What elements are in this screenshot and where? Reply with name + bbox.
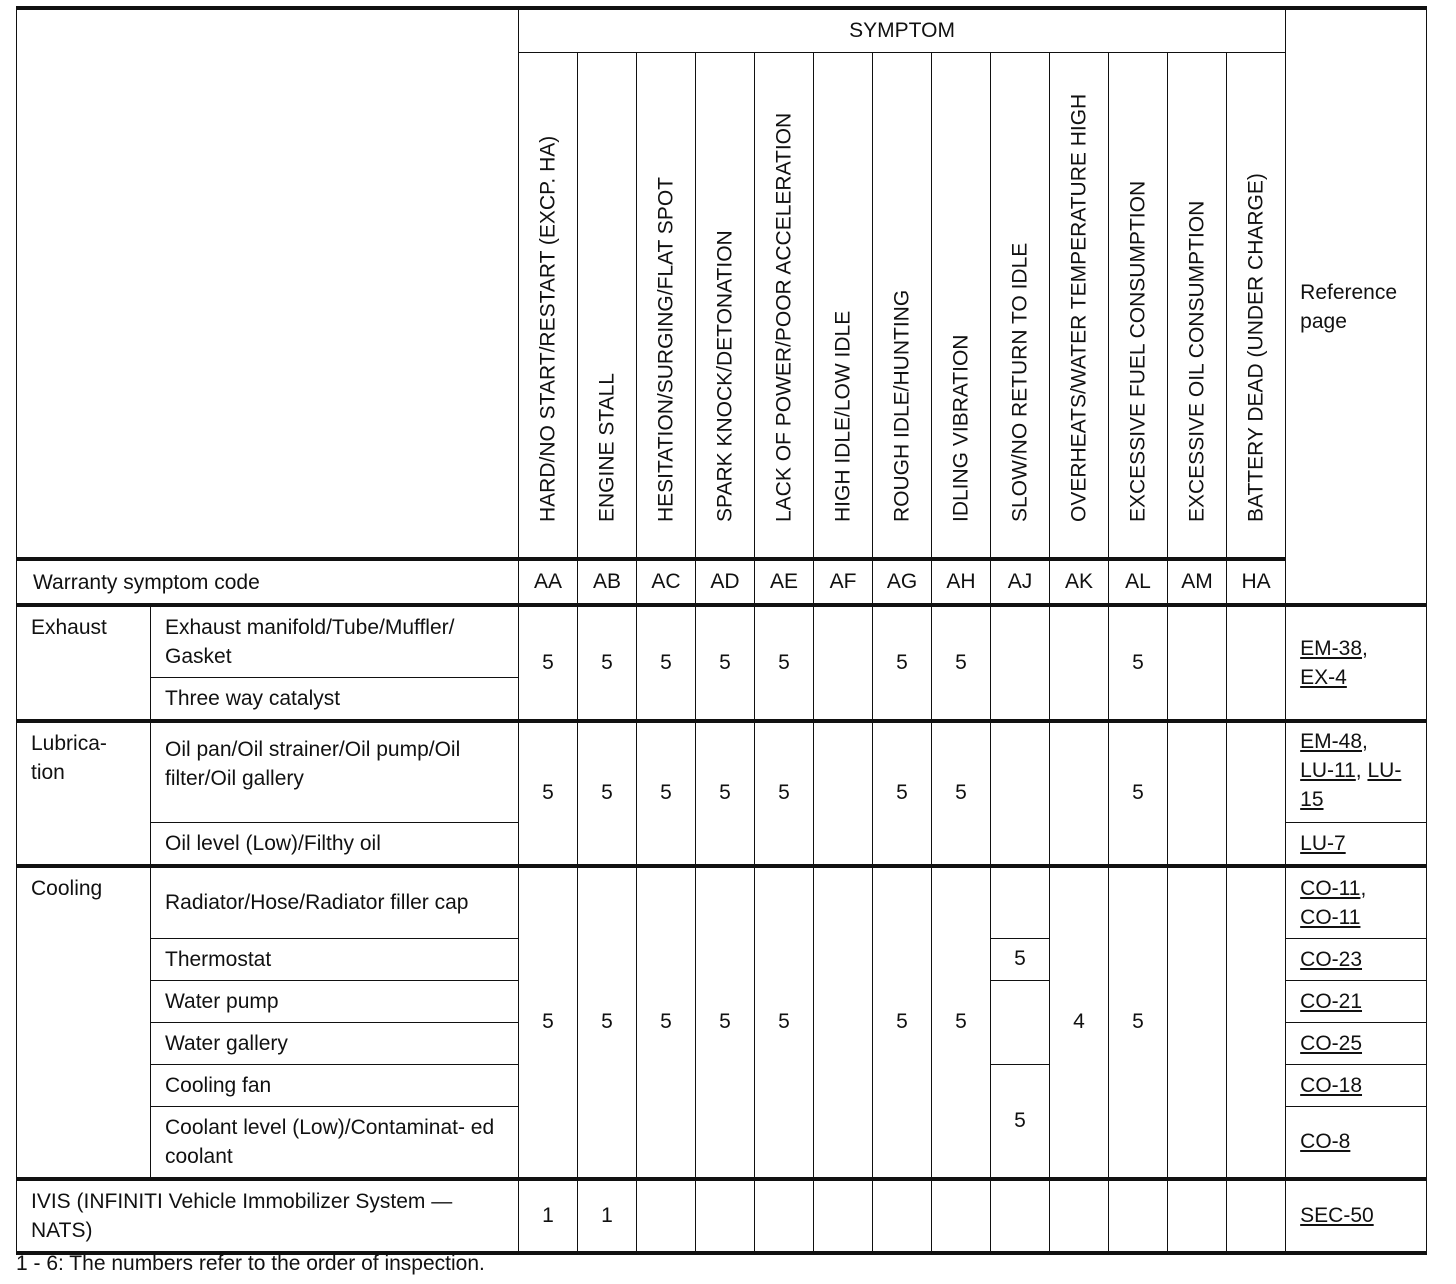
- value-cell: [1168, 866, 1227, 1179]
- symptom-header: [1227, 53, 1286, 560]
- symptom-code: AC: [637, 559, 696, 605]
- symptom-code: AM: [1168, 559, 1227, 605]
- symptom-header: [755, 53, 814, 560]
- symptom-code: AJ: [991, 559, 1050, 605]
- value-cell: [991, 980, 1050, 1064]
- symptom-code: AA: [519, 559, 578, 605]
- ref-link[interactable]: LU-11: [1300, 758, 1356, 782]
- symptom-table: [16, 6, 1427, 1255]
- value-cell: 4: [1050, 866, 1109, 1179]
- symptom-code: AK: [1050, 559, 1109, 605]
- value-cell: [814, 1179, 873, 1253]
- symptom-code: AE: [755, 559, 814, 605]
- reference-cell: [1286, 938, 1427, 980]
- reference-cell: EM-48, LU-11, LU- 15: [1286, 721, 1427, 822]
- value-cell: 5: [578, 866, 637, 1179]
- value-cell: [991, 1179, 1050, 1253]
- value-cell: 5: [932, 866, 991, 1179]
- value-cell: [1050, 1179, 1109, 1253]
- ref-link[interactable]: LU-7: [1300, 831, 1346, 855]
- value-cell: 5: [637, 721, 696, 866]
- symptom-name: HIGH IDLE/LOW IDLE: [831, 310, 855, 522]
- value-cell: 1: [578, 1179, 637, 1253]
- symptom-name: LACK OF POWER/POOR ACCELERATION: [772, 112, 796, 522]
- value-cell: 5: [696, 866, 755, 1179]
- ref-link[interactable]: SEC-50: [1300, 1204, 1374, 1227]
- reference-cell: [1286, 1022, 1427, 1064]
- value-cell: 1: [519, 1179, 578, 1253]
- symptom-title: SYMPTOM: [519, 8, 1286, 53]
- value-cell: 5: [1109, 605, 1168, 721]
- value-cell: [1050, 721, 1109, 866]
- group-cooling: Cooling: [17, 866, 151, 1179]
- symptom-name: ENGINE STALL: [595, 373, 619, 522]
- value-cell: [991, 721, 1050, 866]
- symptom-header: [696, 53, 755, 560]
- symptom-name: HARD/NO START/RESTART (EXCP. HA): [536, 135, 560, 522]
- reference-cell: [1286, 1106, 1427, 1179]
- item-exhaust-manifold: Exhaust manifold/Tube/Muffler/ Gasket: [151, 605, 519, 678]
- symptom-header: [991, 53, 1050, 560]
- value-cell: [814, 721, 873, 866]
- reference-page-header: Reference page: [1286, 8, 1427, 605]
- value-cell: [1109, 1179, 1168, 1253]
- value-cell: [991, 605, 1050, 721]
- ref-link[interactable]: EM-48: [1300, 729, 1363, 753]
- item-three-way-catalyst: Three way catalyst: [151, 678, 519, 722]
- item-water-pump: Water pump: [151, 980, 519, 1022]
- reference-cell: [1286, 1179, 1427, 1253]
- value-cell: [1168, 721, 1227, 866]
- value-cell: 5: [873, 605, 932, 721]
- symptom-code: AF: [814, 559, 873, 605]
- reference-cell: CO-11, CO-11: [1286, 866, 1427, 939]
- reference-cell: [1286, 822, 1427, 866]
- value-cell: 5: [873, 866, 932, 1179]
- value-cell: [814, 866, 873, 1179]
- symptom-header: [873, 53, 932, 560]
- value-cell: 5: [873, 721, 932, 866]
- ref-link[interactable]: CO-8: [1300, 1130, 1351, 1153]
- symptom-name: EXCESSIVE OIL CONSUMPTION: [1185, 200, 1209, 522]
- symptom-header: [814, 53, 873, 560]
- value-cell: [696, 1179, 755, 1253]
- value-cell: [1227, 1179, 1286, 1253]
- symptom-name: EXCESSIVE FUEL CONSUMPTION: [1126, 180, 1150, 522]
- item-thermostat: Thermostat: [151, 938, 519, 980]
- symptom-header: [519, 53, 578, 560]
- group-lubrication: Lubrica- tion: [17, 721, 151, 866]
- value-cell: [1050, 605, 1109, 721]
- symptom-name: BATTERY DEAD (UNDER CHARGE): [1244, 173, 1268, 522]
- symptom-code: AD: [696, 559, 755, 605]
- warranty-code-label: Warranty symptom code: [17, 559, 519, 605]
- value-cell: 5: [932, 721, 991, 866]
- value-cell: [814, 605, 873, 721]
- value-cell: 5: [755, 605, 814, 721]
- ref-link[interactable]: LU- 15: [1300, 758, 1402, 811]
- value-cell: [637, 1179, 696, 1253]
- value-cell: 5: [578, 721, 637, 866]
- group-exhaust: Exhaust: [17, 605, 151, 721]
- value-cell: 5: [519, 721, 578, 866]
- corner-cell: [17, 8, 519, 559]
- item-cooling-fan: Cooling fan: [151, 1064, 519, 1106]
- value-cell: 5: [991, 1064, 1050, 1179]
- value-cell: 5: [637, 866, 696, 1179]
- value-cell: [1227, 866, 1286, 1179]
- item-oil-pan: Oil pan/Oil strainer/Oil pump/Oil filter/Oil gallery: [151, 721, 519, 822]
- symptom-name: SPARK KNOCK/DETONATION: [713, 230, 737, 522]
- reference-cell: [1286, 980, 1427, 1022]
- value-cell: 5: [696, 721, 755, 866]
- value-cell: [1227, 605, 1286, 721]
- value-cell: [1168, 605, 1227, 721]
- value-cell: 5: [1109, 721, 1168, 866]
- symptom-name: SLOW/NO RETURN TO IDLE: [1008, 242, 1032, 522]
- ref-link[interactable]: CO-11: [1300, 876, 1361, 900]
- ref-link[interactable]: CO-11: [1300, 905, 1361, 929]
- symptom-header: [637, 53, 696, 560]
- symptom-header: [1050, 53, 1109, 560]
- symptom-name: HESITATION/SURGING/FLAT SPOT: [654, 177, 678, 522]
- value-cell: 5: [696, 605, 755, 721]
- value-cell: 5: [991, 938, 1050, 980]
- symptom-name: IDLING VIBRATION: [949, 334, 973, 522]
- footnote: 1 - 6: The numbers refer to the order of inspection.: [16, 1252, 485, 1275]
- symptom-name: ROUGH IDLE/HUNTING: [890, 289, 914, 522]
- symptom-code: AH: [932, 559, 991, 605]
- value-cell: 5: [578, 605, 637, 721]
- reference-cell: EM-38, EX-4: [1286, 605, 1427, 721]
- value-cell: [873, 1179, 932, 1253]
- symptom-header: [1168, 53, 1227, 560]
- ref-link[interactable]: CO-21: [1300, 989, 1363, 1013]
- value-cell: 5: [519, 866, 578, 1179]
- value-cell: [991, 866, 1050, 939]
- value-cell: [1168, 1179, 1227, 1253]
- symptom-header: [932, 53, 991, 560]
- symptom-code: AB: [578, 559, 637, 605]
- symptom-name: OVERHEATS/WATER TEMPERATURE HIGH: [1067, 93, 1091, 522]
- symptom-code: HA: [1227, 559, 1286, 605]
- value-cell: [932, 1179, 991, 1253]
- ref-link[interactable]: CO-23: [1300, 947, 1363, 971]
- value-cell: [755, 1179, 814, 1253]
- item-radiator: Radiator/Hose/Radiator filler cap: [151, 866, 519, 939]
- value-cell: 5: [755, 721, 814, 866]
- item-water-gallery: Water gallery: [151, 1022, 519, 1064]
- value-cell: [1227, 721, 1286, 866]
- item-coolant-level: Coolant level (Low)/Contaminat- ed coolant: [151, 1106, 519, 1179]
- reference-cell: [1286, 1064, 1427, 1106]
- value-cell: 5: [519, 605, 578, 721]
- ref-link[interactable]: EM-38: [1300, 637, 1363, 660]
- symptom-header: [578, 53, 637, 560]
- group-ivis: IVIS (INFINITI Vehicle Immobilizer System — NATS): [17, 1179, 519, 1253]
- value-cell: 5: [932, 605, 991, 721]
- value-cell: 5: [637, 605, 696, 721]
- ref-link[interactable]: EX-4: [1300, 666, 1347, 689]
- value-cell: 5: [755, 866, 814, 1179]
- value-cell: 5: [1109, 866, 1168, 1179]
- symptom-header: [1109, 53, 1168, 560]
- symptom-code: AL: [1109, 559, 1168, 605]
- ref-link[interactable]: CO-25: [1300, 1031, 1363, 1055]
- symptom-code: AG: [873, 559, 932, 605]
- item-oil-level: Oil level (Low)/Filthy oil: [151, 822, 519, 866]
- ref-link[interactable]: CO-18: [1300, 1073, 1363, 1097]
